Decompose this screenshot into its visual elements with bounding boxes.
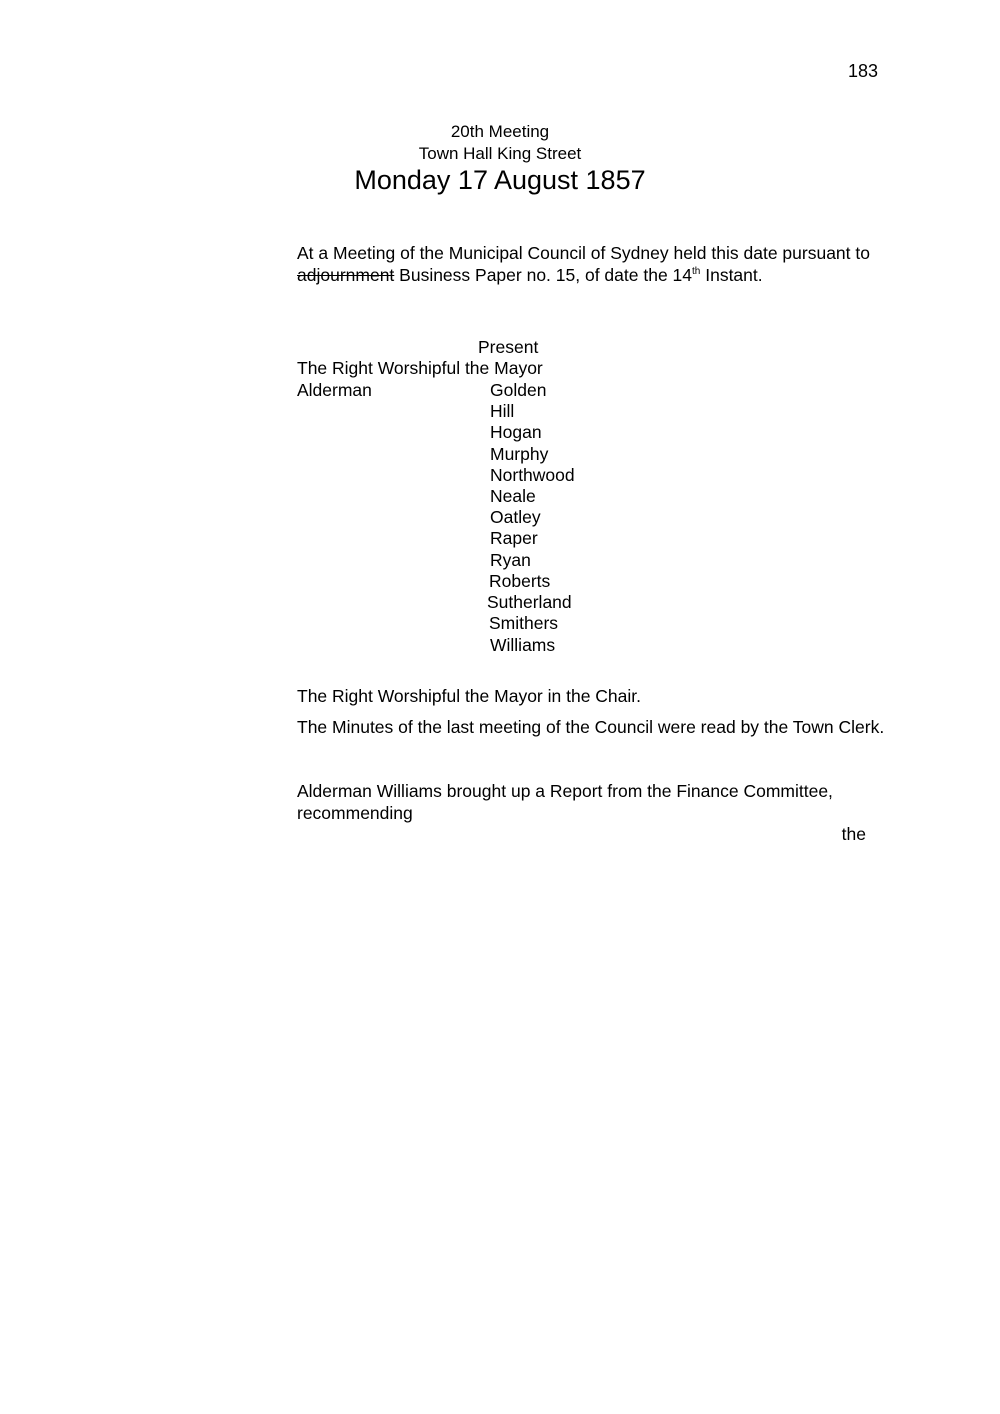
alderman-name: Oatley bbox=[490, 507, 541, 527]
meeting-number: 20th Meeting bbox=[450, 122, 550, 141]
meeting-date: Monday 17 August 1857 bbox=[354, 165, 646, 195]
alderman-name: Smithers bbox=[489, 613, 559, 633]
present-heading: Present bbox=[478, 337, 539, 357]
alderman-name: Golden bbox=[490, 380, 547, 400]
minutes-statement: The Minutes of the last meeting of the Council were read by the Town Clerk. bbox=[297, 717, 885, 737]
alderman-name: Ryan bbox=[490, 550, 531, 570]
report-statement: Alderman Williams brought up a Report from the Finance Committee, recommending bbox=[297, 781, 833, 823]
alderman-name: Raper bbox=[490, 528, 538, 548]
alderman-name: Hogan bbox=[490, 422, 542, 442]
struck-word: adjournment bbox=[297, 264, 395, 285]
alderman-name: Roberts bbox=[489, 571, 551, 591]
alderman-label: Alderman bbox=[297, 380, 372, 400]
page-number: 183 bbox=[847, 61, 878, 81]
meeting-venue: Town Hall King Street bbox=[418, 144, 582, 163]
chair-statement: The Right Worshipful the Mayor in the Chair. bbox=[297, 686, 642, 706]
alderman-name: Neale bbox=[490, 486, 536, 506]
mayor-attendee: The Right Worshipful the Mayor bbox=[297, 358, 543, 378]
alderman-name: Northwood bbox=[490, 465, 575, 485]
ordinal-suffix: th bbox=[692, 265, 701, 277]
intro-line-2-end: Instant. bbox=[700, 264, 763, 285]
alderman-name: Sutherland bbox=[487, 592, 572, 612]
intro-line-1: At a Meeting of the Municipal Council of Sydney held this date pursuant to bbox=[297, 243, 870, 263]
alderman-name: Williams bbox=[490, 635, 556, 655]
intro-line-2: Business Paper no. 15, of date the 14 bbox=[394, 264, 693, 285]
intro-paragraph bbox=[297, 243, 870, 286]
catchword: the bbox=[841, 824, 866, 844]
alderman-name: Hill bbox=[490, 401, 515, 421]
alderman-name: Murphy bbox=[490, 444, 549, 464]
